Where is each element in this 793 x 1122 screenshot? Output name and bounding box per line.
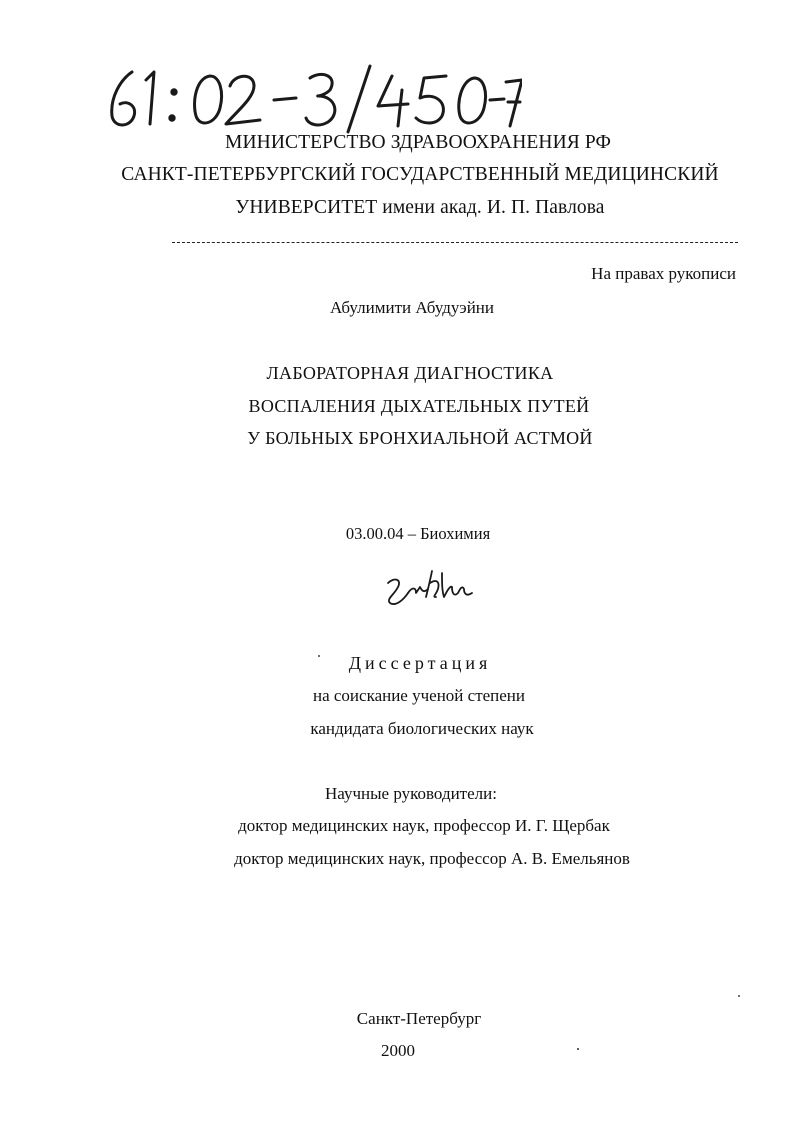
rights-note: На правах рукописи xyxy=(591,264,736,283)
university-heading-line1: САНКТ-ПЕТЕРБУРГСКИЙ ГОСУДАРСТВЕННЫЙ МЕДИЦИНСКИЙ xyxy=(121,164,719,185)
degree-line1: на соискание ученой степени xyxy=(312,686,526,705)
handwritten-archive-number xyxy=(102,62,522,134)
supervisor-1: доктор медицинских наук, профессор И. Г. Щербак xyxy=(238,816,610,835)
author-signature xyxy=(380,563,480,611)
supervisor-2: доктор медицинских наук, профессор А. В. Емельянов xyxy=(234,849,630,868)
document-type: Диссертация xyxy=(348,653,492,673)
author-name: Абулимити Абудуэйни xyxy=(330,298,494,317)
dashed-divider xyxy=(172,242,738,243)
scan-speck xyxy=(738,995,740,997)
year: 2000 xyxy=(381,1041,415,1060)
ministry-heading: МИНИСТЕРСТВО ЗДРАВООХРАНЕНИЯ РФ xyxy=(225,132,611,153)
supervisors-heading: Научные руководители: xyxy=(325,784,497,803)
specialty-code: 03.00.04 – Биохимия xyxy=(345,524,491,543)
university-heading-line2: УНИВЕРСИТЕТ имени акад. И. П. Павлова xyxy=(235,197,605,218)
degree-line2: кандидата биологических наук xyxy=(310,719,534,738)
title-line3: У БОЛЬНЫХ БРОНХИАЛЬНОЙ АСТМОЙ xyxy=(247,428,593,448)
city: Санкт-Петербург xyxy=(356,1009,482,1028)
title-line2: ВОСПАЛЕНИЯ ДЫХАТЕЛЬНЫХ ПУТЕЙ xyxy=(248,396,590,416)
scan-speck xyxy=(577,1048,579,1050)
scan-speck xyxy=(318,655,320,657)
title-line1: ЛАБОРАТОРНАЯ ДИАГНОСТИКА xyxy=(266,363,554,383)
